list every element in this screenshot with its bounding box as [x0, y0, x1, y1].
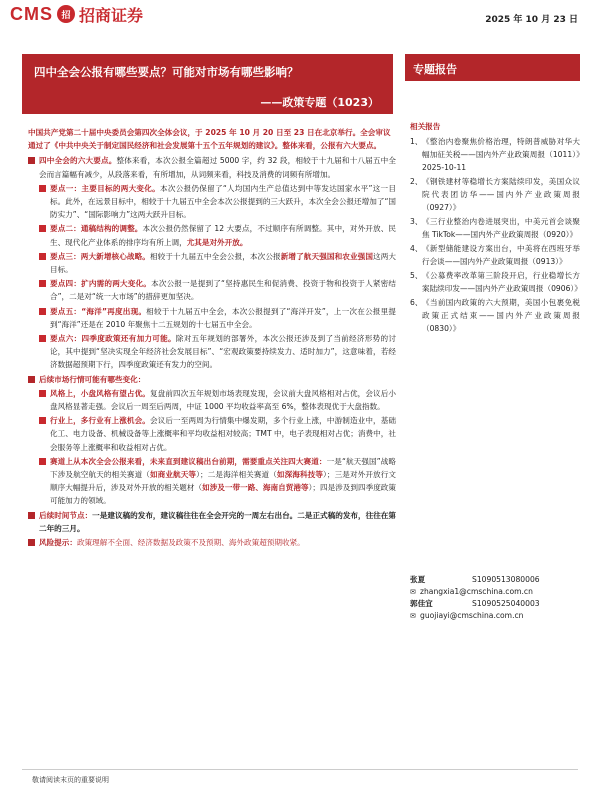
related-report-item[interactable]: [410, 269, 580, 295]
bullet-square-icon: [39, 253, 46, 260]
paragraph: [28, 154, 396, 180]
paragraph-highlight: 如涉及一带一路、海南自贸港等: [202, 483, 309, 493]
related-report-number: 2、: [410, 177, 423, 186]
paragraph-text: 复盘前四次五年规划市场表现发现，会议前大盘风格相对占优，会议后小盘风格显著走强。会议后一周至后两周，中证 1000 平均收益率高至 6%，整体表现优于大盘指数。: [50, 388, 396, 412]
paragraph-lead: 风险提示：: [39, 538, 77, 548]
body-paragraphs: [28, 154, 396, 549]
analyst-row: [410, 598, 580, 610]
related-report-number: 3、: [410, 217, 423, 226]
bullet-square-icon: [39, 225, 46, 232]
related-reports-list: [410, 135, 580, 335]
paragraph-highlight: 如商业航天等: [149, 470, 197, 480]
related-report-item[interactable]: [410, 135, 580, 174]
title-banner: [22, 54, 393, 114]
paragraph-lead: 四中全会的六大要点。: [39, 156, 117, 166]
bullet-square-icon: [39, 390, 46, 397]
footer-divider: [22, 769, 578, 770]
logo-mark-icon: 招: [57, 5, 75, 23]
related-report-text: 《新型储能建设方案出台，中美将在西班牙举行会谈——国内外产业政策周报（0913）》: [422, 244, 580, 266]
paragraph: [28, 414, 396, 454]
paragraph: [28, 182, 396, 222]
report-type-label: 专题报告: [413, 63, 457, 76]
paragraph-text: 本次公报仍然保留了 12 大要点，不过顺序有所调整。其中，对外开放、民生、现代化产业体系的排序均有所上调，: [50, 224, 396, 247]
paragraph-lead: 后续市场行情可能有哪些变化：: [39, 374, 146, 384]
related-report-item[interactable]: [410, 242, 580, 268]
bullet-square-icon: [28, 512, 35, 519]
related-reports-title: 相关报告: [410, 122, 441, 131]
logo-chinese-text: 招商证券: [79, 5, 144, 25]
related-report-text: 《公募费率改革第三阶段开启，行业稳增长方案陆续印发——国内外产业政策周报（0906）》: [422, 271, 582, 293]
related-report-item[interactable]: [410, 175, 580, 214]
analyst-name: 郭佳宜: [410, 599, 433, 608]
paragraph: [28, 373, 396, 386]
paragraph: [28, 305, 396, 331]
bullet-square-icon: [28, 376, 35, 383]
bullet-square-icon: [39, 458, 46, 465]
paragraph-lead: 要点二：通稿结构的调整。: [50, 224, 143, 234]
related-report-item[interactable]: [410, 296, 580, 335]
paragraph: [28, 387, 396, 413]
paragraph-text: 会议后一至两周为行情集中爆发期，多个行业上涨，中游制造业中，基础化工、电力设备、机械设备等上涨概率和平均收益相对较高；TMT 中，电子表现相对占优；消费中，社会服务等上涨概率和收益相对占优。: [50, 416, 396, 452]
bullet-square-icon: [28, 157, 35, 164]
analyst-email[interactable]: zhangxia1@cmschina.com.cn: [420, 587, 533, 596]
footer-note: 敬请阅读末页的重要说明: [32, 776, 109, 784]
paragraph-text: 除对五年规划的部署外，本次公报还涉及到了当前经济形势的讨论，其中提到“坚决实现全年经济社会发展目标”、“宏观政策要持续发力、适时加力”，这意味着，若经济数据超预期下行，四季度政策还有发力的空间。: [50, 334, 396, 370]
bullet-square-icon: [39, 185, 46, 192]
logo-cms-text: CMS: [10, 3, 53, 24]
related-reports: [410, 120, 580, 336]
paragraph-text: 整体来看，本次公报全篇超过 5000 字，约 32 段，相较于十九届和十八届五中全会而言篇幅有减少，从段落来看，有所增加，从词频来看，科技及消费的词频有所增加。: [39, 156, 396, 179]
analyst-license-id: S1090513080006: [472, 575, 540, 584]
report-type-banner: [405, 54, 580, 81]
email-icon: ✉: [410, 612, 416, 620]
paragraph-text: 本次公报仍保留了“人均国内生产总值达到中等发达国家水平”这一目标。此外，在远景目标中，相较于十九届五中全会本次公报提到的三大跃升，本次全会公报还增加了“国防实力”、“国际影响力”这两大跃升目标。: [50, 183, 396, 220]
paragraph: [28, 222, 396, 248]
paragraph-text: 这两大目标。: [50, 251, 397, 275]
bullet-square-icon: [39, 308, 46, 315]
related-report-text: 《钢铁建材等稳增长方案陆续印发，美国众议院代表团访华——国内外产业政策周报（0927）》: [422, 177, 580, 212]
related-report-number: 5、: [410, 271, 423, 280]
intro-paragraph: 中国共产党第二十届中央委员会第四次全体会议，于 2025 年 10 月 20 日至 23 日在北京举行。全会审议通过了《中共中央关于制定国民经济和社会发展第十五个五年规划的建议》。整体来看，公报有六大要点。: [28, 128, 391, 151]
report-date: 2025 年 10 月 23 日: [485, 15, 578, 25]
paragraph-lead: 后续时间节点：: [39, 510, 93, 520]
paragraph-text: 一是建议稿的发布，建议稿往往在全会开完的一周左右出台。二是正式稿的发布，往往在第二年的三月。: [39, 510, 396, 533]
paragraph-text: 一是“航天强国”战略下涉及航空航天的相关赛道（: [50, 456, 396, 480]
paragraph-highlight: 如深海科技等: [276, 470, 324, 480]
paragraph-lead: 要点三：两大新增核心战略。: [50, 251, 150, 261]
related-report-text: 《整治内卷聚焦价格治理，特朗普威胁对华大幅加征关税——国内外产业政策周报（1011）》2025-10-11: [422, 137, 580, 172]
related-report-text: 《当前国内政策的六大预期，美国小包裹免税政策正式结束——国内外产业政策周报（0830）》: [422, 298, 580, 333]
analyst-email[interactable]: guojiayi@cmschina.com.cn: [420, 611, 524, 620]
report-subtitle: ——政策专题（1023）: [260, 96, 379, 109]
related-report-text: 《三行业整治内卷进展突出，中美元首会谈聚焦 TikTok——国内外产业政策周报（0920）》: [422, 217, 580, 239]
paragraph: [28, 250, 396, 276]
report-title: 四中全会公报有哪些要点？可能对市场有哪些影响？: [34, 65, 299, 79]
analyst-email-row: [410, 610, 580, 622]
paragraph-highlight: 新增了航天强国和农业强国: [280, 251, 374, 261]
company-logo: [10, 3, 143, 25]
paragraph: [28, 455, 396, 508]
related-report-number: 6、: [410, 298, 423, 307]
related-report-item[interactable]: [410, 215, 580, 241]
email-icon: ✉: [410, 588, 416, 596]
paragraph-text: 政策理解不全面、经济数据及政策不及预期、海外政策超预期收紧。: [76, 538, 305, 548]
analyst-email-row: [410, 586, 580, 598]
paragraph: [28, 277, 396, 303]
paragraph-text: ）；四是涉及到四季度政策可能加力的领域。: [50, 483, 397, 506]
related-report-number: 1、: [410, 137, 423, 146]
analyst-license-id: S1090525040003: [472, 599, 540, 608]
paragraph-lead: 要点六：四季度政策还有加力可能。: [50, 334, 176, 344]
bullet-square-icon: [39, 280, 46, 287]
paragraph: [28, 536, 396, 549]
paragraph-highlight: 尤其是对外开放。: [186, 237, 248, 247]
paragraph-text: 本次公报一是提到了“坚持惠民生和促消费、投资于物和投资于人紧密结合”，二是对“统一大市场”的措辞更加坚决。: [50, 279, 396, 302]
paragraph-lead: 要点一：主要目标的两大变化。: [50, 183, 160, 193]
bullet-square-icon: [28, 539, 35, 546]
paragraph-lead: 要点五：“海洋”再度出现。: [50, 306, 147, 316]
main-content: [28, 126, 396, 550]
paragraph-text: ）；三是对外开放行文顺序大幅提升后，涉及对外开放的相关题材（: [50, 470, 397, 493]
analyst-name: 张夏: [410, 575, 426, 584]
bullet-square-icon: [39, 335, 46, 342]
paragraph-text: ）；二是海洋相关赛道（: [196, 470, 277, 480]
paragraph-lead: 赛道上从本次全会公报来看，未来直到建议稿出台前期，需要重点关注四大赛道：: [50, 456, 327, 466]
paragraph-text: 相较于十九届五中全会公报，本次公报: [149, 251, 281, 261]
analyst-row: [410, 574, 580, 586]
paragraph-lead: 行业上，多行业有上涨机会。: [50, 416, 150, 426]
analyst-block: [410, 574, 580, 622]
paragraph-text: 相较于十九届五中全会，本次公报提到了“海洋开发”，上一次在公报里提到“海洋”还是在 2010 年聚焦十二五规划的十七届五中全会。: [50, 306, 396, 329]
paragraph-lead: 要点四：扩内需的两大变化。: [50, 279, 152, 289]
related-report-number: 4、: [410, 244, 423, 253]
paragraph: [28, 332, 396, 372]
paragraph-lead: 风格上，小盘风格有望占优。: [50, 388, 150, 398]
paragraph: [28, 509, 396, 535]
bullet-square-icon: [39, 417, 46, 424]
